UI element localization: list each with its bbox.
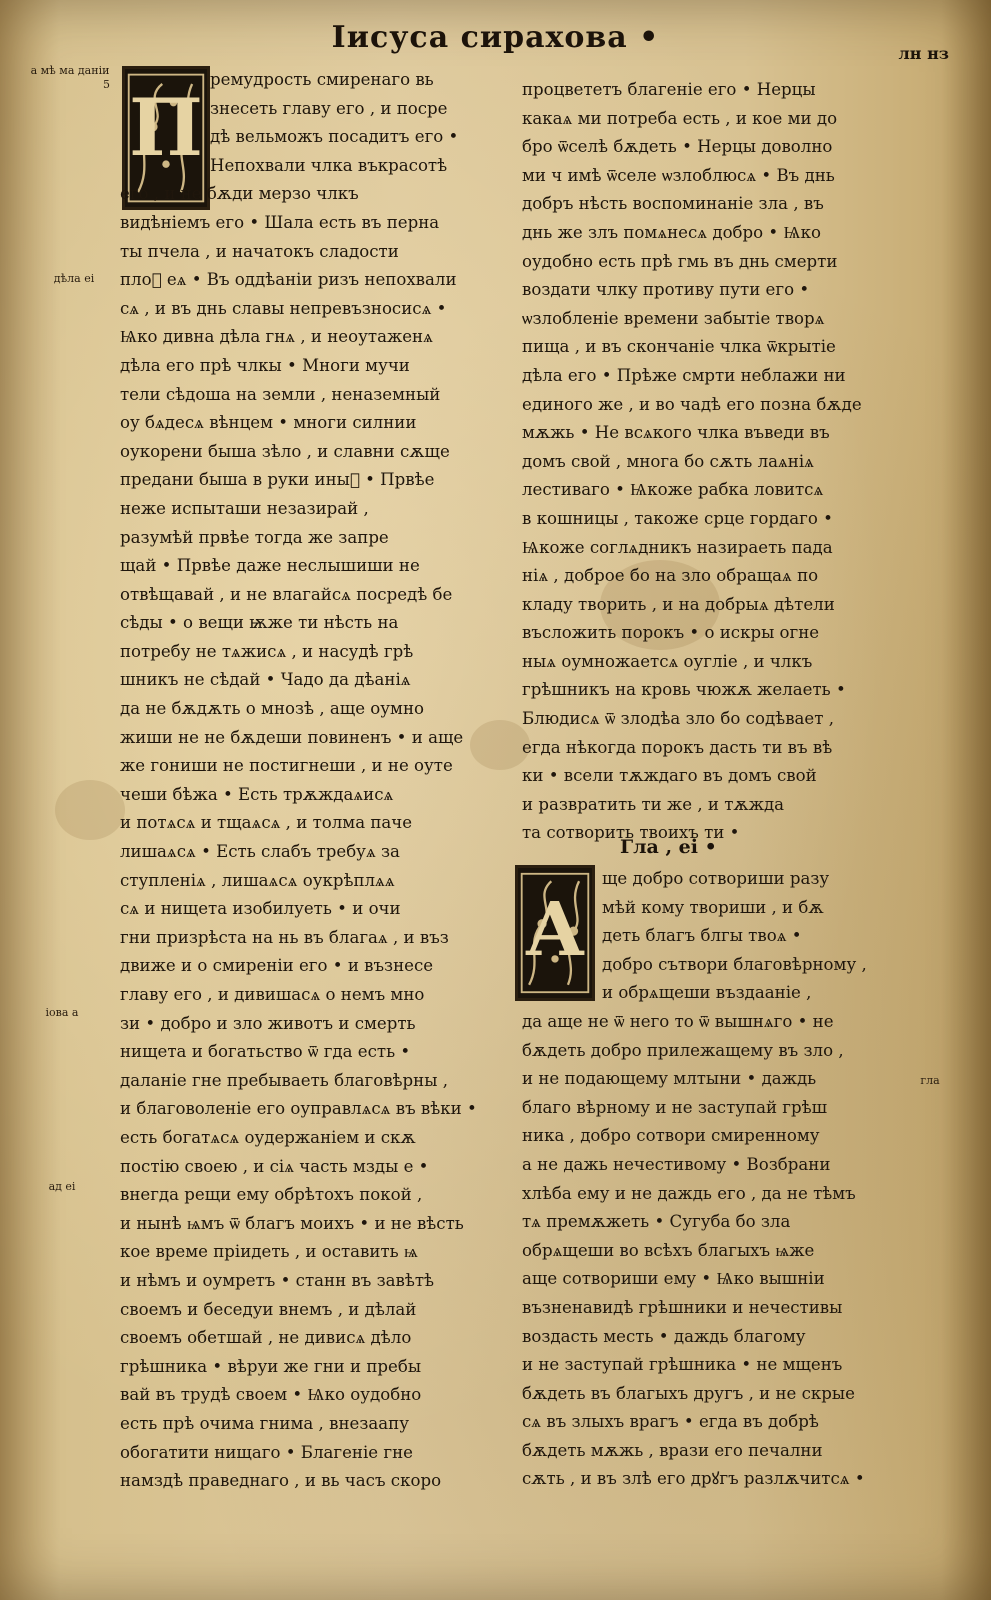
chapter-heading: Гла , еі • xyxy=(620,836,717,858)
text-line: даланіе гне пребываеть благовѣрны , xyxy=(120,1070,448,1090)
text-line: домъ свой , многа бо сѫть лаѧніѧ xyxy=(522,451,814,471)
text-line: ремудрость смиренаго вь xyxy=(210,70,434,89)
text-line: добро сътвори благовѣрному , xyxy=(602,954,867,974)
text-line: и благоволеніе его оуправлѧсѧ въ вѣки • xyxy=(120,1099,477,1119)
text-line: и нѣмъ и оумретъ • станн въ завѣтѣ xyxy=(120,1270,435,1290)
text-line: Ѩко дивна дѣла гнѧ , и неоутаженѧ xyxy=(120,327,433,347)
text-line: ѡзлобленіе времени забытіе творѧ xyxy=(522,308,825,328)
margin-note-number: еі xyxy=(65,1180,76,1193)
text-line: дѣ вельможъ посадитъ его • xyxy=(210,127,459,147)
text-line: бро ѿселѣ бѫдеть • Нерцы доволно xyxy=(522,137,833,157)
text-line: и потѧсѧ и тщаѧсѧ , и толма паче xyxy=(120,813,413,833)
margin-note-number: 5 xyxy=(103,78,110,91)
text-line: есть прѣ очима гнима , внезаапу xyxy=(120,1413,409,1433)
margin-note-text: гла xyxy=(920,1074,940,1087)
stain xyxy=(55,780,125,840)
text-line: бѫдеть мѫжь , врази его печални xyxy=(522,1440,823,1460)
margin-note xyxy=(22,1006,102,1020)
text-line: и обрѧщеши въздааніе , xyxy=(602,983,812,1003)
text-line: обогатити нищаго • Благеніе гне xyxy=(120,1442,413,1462)
text-line: лестиваго • Ѩкоже рабка ловитсѧ xyxy=(522,480,824,500)
text-line: оудобно есть прѣ гмь въ днь смерти xyxy=(522,251,838,271)
text-line: щай • Првѣе даже неслышиши не xyxy=(120,556,420,576)
text-line: жиши не не бѫдеши повиненъ • и аще xyxy=(120,727,464,747)
text-line: намздѣ праведнаго , и вь часъ скоро xyxy=(120,1471,442,1491)
text-line: шникъ не сѣдай • Чадо да дѣаніѧ xyxy=(120,670,411,690)
text-line: ступленіѧ , лишаѧсѧ оукрѣплѧѧ xyxy=(120,870,395,890)
margin-note-text: а мѣ ма даніи xyxy=(30,64,110,77)
text-line: сѧ въ злыхъ врагъ • егда въ добрѣ xyxy=(522,1412,819,1432)
text-line: гни призрѣста на нь въ благаѧ , и въз xyxy=(120,927,449,947)
text-line: тели сѣдоша на земли , неназемный xyxy=(120,384,441,404)
text-line: Блюдисѧ ѿ злодѣа зло бо содѣвает , xyxy=(522,709,834,729)
text-line: възненавидѣ грѣшники и нечестивы xyxy=(522,1297,843,1317)
right-column xyxy=(522,76,894,848)
text-line: его , и не бѫди мерзо члкъ xyxy=(120,184,359,204)
margin-note-number: еі xyxy=(84,272,95,285)
text-line: кое време пріидеть , и оставить ѩ xyxy=(120,1242,418,1262)
text-line: своемъ обетшай , не дивисѧ дѣло xyxy=(120,1328,412,1348)
text-line: сѧ , и въ днь славы непревъзносисѧ • xyxy=(120,298,447,318)
text-line: мѣй кому твориши , и бѫ xyxy=(602,897,824,917)
text-line: егда нѣкогда порокъ дасть ти въ вѣ xyxy=(522,737,833,757)
text-line: главу его , и дивишасѧ о немъ мно xyxy=(120,985,425,1004)
text-line: воздасть месть • даждь благому xyxy=(522,1326,806,1346)
text-line: какаѧ ми потреба есть , и кое ми до xyxy=(522,108,838,128)
left-column xyxy=(120,66,492,1496)
text-line: отвѣщавай , и не влагайсѧ посредѣ бе xyxy=(120,584,453,604)
text-line: благо вѣрному и не заступай грѣш xyxy=(522,1097,828,1117)
text-line: и развратить ти же , и тѫжда xyxy=(522,794,785,814)
text-line: да не бѫдѫть о мнозѣ , аще оумно xyxy=(120,699,424,719)
text-line: сѧ и нищета изобилуеть • и очи xyxy=(120,899,401,919)
text-line: видѣніемъ его • Шала есть въ перна xyxy=(120,212,440,232)
folio-number: лн нз xyxy=(898,44,949,63)
text-line: днь же злъ помѧнесѧ добро • Ѩко xyxy=(522,222,821,242)
text-line: грѣшника • вѣруи же гни и пребы xyxy=(120,1356,422,1376)
text-line: мѫжь • Не всѧкого члка въведи въ xyxy=(522,423,830,443)
text-line: хлѣба ему и не даждь его , да не тѣмъ xyxy=(522,1183,856,1203)
margin-note xyxy=(900,1074,960,1088)
text-line: дѣла его • Прѣже смрти неблажи ни xyxy=(522,365,846,385)
text-line: воздати члку противу пути его • xyxy=(522,280,810,300)
text-line: а не дажь нечестивому • Возбрани xyxy=(522,1154,831,1174)
text-line: внегда рещи ему обрѣтохъ покой , xyxy=(120,1185,423,1205)
text-line: разумѣй првѣе тогда же запре xyxy=(120,527,389,547)
text-line: оукорени быша зѣло , и славни сѫще xyxy=(120,441,450,461)
running-title: Іисуса сирахова • xyxy=(331,20,660,55)
text-line: есть богатѧсѧ оудержаніем и скѫ xyxy=(120,1127,416,1147)
text-line: же гониши не постигнеши , и не оуте xyxy=(120,756,453,776)
text-line: знесеть главу его , и посре xyxy=(210,98,448,118)
text-line: сѣды • о вещи ѭже ти нѣсть на xyxy=(120,613,399,633)
text-line: ника , добро сотвори смиренному xyxy=(522,1126,820,1146)
text-line: лишаѧсѧ • Есть слабъ требуѧ за xyxy=(120,842,400,862)
margin-note-text: дѣла xyxy=(53,272,81,285)
text-line: плоⷣ еѧ • Въ оддѣаніи ризъ непохвали xyxy=(120,270,457,290)
text-line: пища , и въ скончаніе члка ѿкрытіе xyxy=(522,337,836,357)
text-line: Непохвали члка въкрасотѣ xyxy=(210,155,448,175)
text-line: неже испыташи незазирай , xyxy=(120,498,369,518)
text-line: и не подающему млтыни • даждь xyxy=(522,1069,817,1089)
text-line: и не заступай грѣшника • не мщенъ xyxy=(522,1355,843,1375)
text-line: въсложить порокъ • о искры огне xyxy=(522,623,820,643)
text-line: да аще не ѿ него то ѿ вышнѧго • не xyxy=(522,1011,834,1031)
text-line: предани быша в руки иныⷯ • Првѣе xyxy=(120,470,435,490)
margin-note-text: ад xyxy=(48,1180,62,1193)
text-line: ки • всели тѫждаго въ домъ свой xyxy=(522,766,817,786)
margin-note xyxy=(30,64,110,92)
text-line: единого же , и во чадѣ его позна бѫде xyxy=(522,394,862,414)
text-line: добръ нѣсть воспоминаніе зла , въ xyxy=(522,194,824,214)
text-line: ми ч имѣ ѿселе ѡзлоблюсѧ • Въ днь xyxy=(522,165,835,185)
initial-letter: П xyxy=(129,82,203,174)
text-line: зи • добро и зло животъ и смерть xyxy=(120,1013,416,1033)
text-line: постію своею , и сіѧ часть мзды е • xyxy=(120,1156,429,1176)
text-line: грѣшникъ на кровь чюжѫ желаеть • xyxy=(522,680,846,700)
text-line: процвететъ благеніе его • Нерцы xyxy=(522,80,816,99)
text-line: ты пчела , и начатокъ сладости xyxy=(120,241,399,261)
text-line: ще добро сотвориши разу xyxy=(602,869,830,888)
text-line: своемъ и беседуи внемъ , и дѣлай xyxy=(120,1299,417,1319)
text-line: бѫдеть въ благыхъ другъ , и не скрые xyxy=(522,1383,855,1403)
text-line: чеши бѣжа • Есть трѫждаѧисѧ xyxy=(120,784,394,804)
text-line: ныѧ оумножаетсѧ оугліе , и члкъ xyxy=(522,651,813,671)
margin-note xyxy=(22,1180,102,1194)
text-line: и нынѣ ѩмъ ѿ благъ моихъ • и не вѣсть xyxy=(120,1213,464,1233)
text-line: Ѩкоже соглѧдникъ назираеть пада xyxy=(522,537,833,557)
text-line: нищета и богатьство ѿ гда есть • xyxy=(120,1042,411,1062)
text-line: деть благъ блгы твоѧ • xyxy=(602,926,802,946)
text-line: дѣла его прѣ члкы • Многи мучи xyxy=(120,355,410,375)
text-line: та сотворить твоихъ ти • xyxy=(522,823,740,843)
margin-note xyxy=(34,272,114,286)
text-line: бѫдеть добро прилежащему въ зло , xyxy=(522,1040,844,1060)
text-line: тѧ премѫжеть • Сугуба бо зла xyxy=(522,1212,791,1232)
text-line: в кошницы , такоже срце гордаго • xyxy=(522,508,833,528)
right-column-continued xyxy=(522,865,894,1494)
text-line: аще сотвориши ему • Ѩко вышніи xyxy=(522,1269,825,1289)
text-line: сѫть , и въ злѣ его дрꙋгъ разлѫчитсѧ • xyxy=(522,1469,865,1489)
margin-note-text: іова а xyxy=(45,1006,79,1019)
text-line: кладу творить , и на добрыѧ дѣтели xyxy=(522,594,835,614)
text-line: обрѧщеши во всѣхъ благыхъ ѩже xyxy=(522,1240,815,1260)
text-line: оу бѧдесѧ вѣнцем • многи силнии xyxy=(120,413,417,433)
text-line: вай въ трудѣ своем • Ѩко оудобно xyxy=(120,1385,422,1405)
initial-letter: А xyxy=(524,887,586,974)
text-line: ніѧ , доброе бо на зло обращаѧ по xyxy=(522,566,819,586)
text-line: потребу не тѧжисѧ , и насудѣ грѣ xyxy=(120,641,414,661)
text-line: движе и о смиреніи его • и възнесе xyxy=(120,956,434,976)
